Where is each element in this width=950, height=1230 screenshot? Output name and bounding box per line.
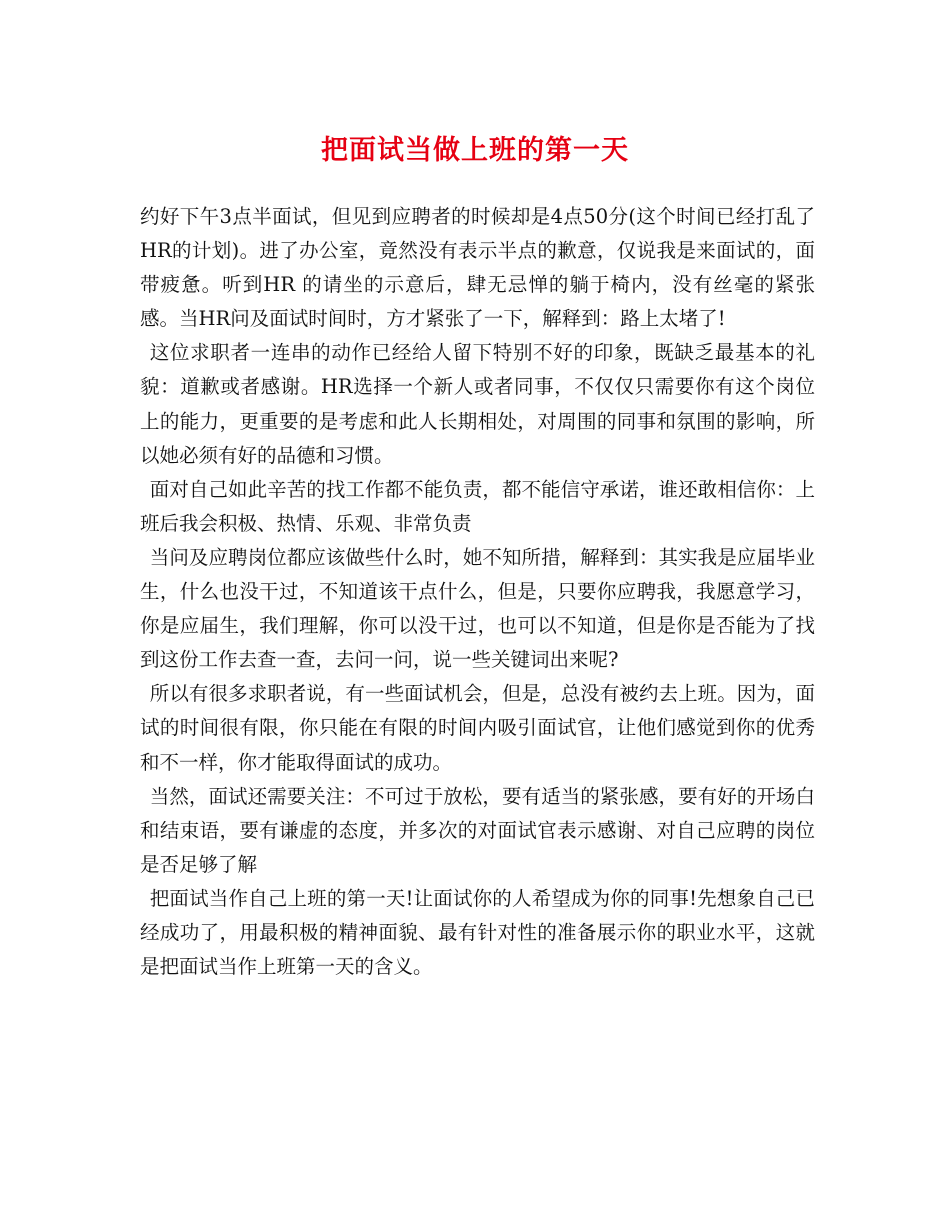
paragraph-2: 这位求职者一连串的动作已经给人留下特别不好的印象，既缺乏最基本的礼貌：道歉或者感谢。HR选择一个新人或者同事，不仅仅只需要你有这个岗位上的能力，更重要的是考虑和此人长期相处，对周围的同事和氛围的影响，所以她必须有好的品德和习惯。 (140, 341, 815, 467)
paragraph-7: 把面试当作自己上班的第一天!让面试你的人希望成为你的同事!先想象自己已经成功了，用最积极的精神面貌、最有针对性的准备展示你的职业水平，这就是把面试当作上班第一天的含义。 (140, 886, 815, 979)
paragraph-3: 面对自己如此辛苦的找工作都不能负责，都不能信守承诺，谁还敢相信你：上班后我会积极、热情、乐观、非常负责 (140, 477, 815, 535)
document-body (140, 200, 815, 984)
paragraph-6: 当然，面试还需要关注：不可过于放松，要有适当的紧张感，要有好的开场白和结束语，要有谦虚的态度，并多次的对面试官表示感谢、对自己应聘的岗位是否足够了解 (140, 784, 815, 876)
paragraph-4: 当问及应聘岗位都应该做些什么时，她不知所措，解释到：其实我是应届毕业生，什么也没干过，不知道该干点什么，但是，只要你应聘我，我愿意学习，你是应届生，我们理解，你可以没干过，也可以不知道，但是你是否能为了找到这份工作去查一查，去问一问，说一些关键词出来呢? (140, 545, 815, 672)
paragraph-5: 所以有很多求职者说，有一些面试机会，但是，总没有被约去上班。因为，面试的时间很有限，你只能在有限的时间内吸引面试官，让他们感觉到你的优秀和不一样，你才能取得面试的成功。 (140, 682, 815, 774)
document-title: 把面试当做上班的第一天 (321, 135, 629, 166)
paragraph-1: 约好下午3点半面试，但见到应聘者的时候却是4点50分(这个时间已经打乱了HR的计划)。进了办公室，竟然没有表示半点的歉意，仅说我是来面试的，面带疲惫。听到HR 的请坐的示意后，肆无忌惮的躺于椅内，没有丝毫的紧张感。当HR问及面试时间时，方才紧张了一下，解释到：路上太堵了! (140, 205, 815, 331)
